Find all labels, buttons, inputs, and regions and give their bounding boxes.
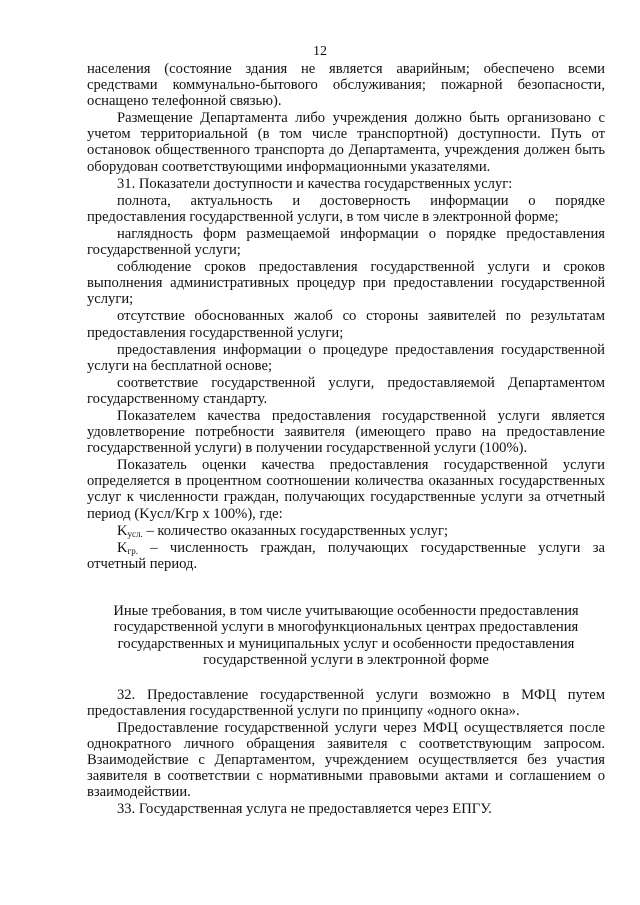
paragraph-item-32: 32. Предоставление государственной услуги возможно в МФЦ путем предоставления государственной услуги по принципу «одного окна». — [87, 686, 605, 719]
section-heading: Иные требования, в том числе учитывающие особенности предоставления государственной услуги в многофункциональных центрах предоставления государственных и муниципальных услуг и особенности предоставления государственной услуги в электронной форме — [113, 602, 579, 669]
list-item: полнота, актуальность и достоверность информации о порядке предоставления государственной услуги, в том числе в электронной форме; — [87, 192, 605, 225]
list-item: отсутствие обоснованных жалоб со стороны заявителей по результатам предоставления государственной услуги; — [87, 308, 605, 341]
paragraph: Размещение Департамента либо учреждения должно быть организовано с учетом территориальной (в том числе транспортной) доступности. Путь от остановок общественного транспорта до Департамента, учреждения должен быть оборудован соответствующими информационными указателями. — [87, 110, 605, 175]
paragraph: Показателем качества предоставления государственной услуги является удовлетворение потребности заявителя (имеющего право на предоставление государственной услуги) в получении государственной услуги (100%). — [87, 407, 605, 457]
paragraph: Предоставление государственной услуги через МФЦ осуществляется после однократного личного обращения заявителя с соответствующим запросом. Взаимодействие с Департаментом, учреждением осуществляется без участия заявителя в соответствии с нормативными правовыми актами и соглашением о взаимодействии. — [87, 719, 605, 801]
document-body — [87, 61, 605, 818]
paragraph: Показатель оценки качества предоставления государственной услуги определяется в процентном соотношении количества оказанных государственных услуг к численности граждан, получающих государственные услуги за отчетный период (Kусл/Kгр x 100%), где: — [87, 457, 605, 522]
list-item: соблюдение сроков предоставления государственной услуги и сроков выполнения административных процедур при предоставлении государственной услуги; — [87, 259, 605, 308]
paragraph-item-31: 31. Показатели доступности и качества государственных услуг: — [117, 175, 513, 192]
list-item: соответствие государственной услуги, предоставляемой Департаментом государственному стандарту. — [87, 374, 605, 407]
paragraph-item-33: 33. Государственная услуга не предоставляется через ЕПГУ. — [117, 801, 492, 818]
variable-text: – численность граждан, получающих государственные услуги за отчетный период. — [87, 539, 605, 572]
variable-symbol: K — [117, 522, 128, 539]
variable-definition — [87, 523, 605, 539]
variable-subscript: гр. — [127, 545, 138, 556]
variable-symbol: K — [117, 539, 128, 556]
paragraph: населения (состояние здания не является аварийным; обеспечено всеми средствами коммунально-бытового обслуживания; пожарной безопасности, оснащено телефонной связью). — [87, 61, 605, 110]
variable-definition — [87, 540, 605, 572]
list-item: наглядность форм размещаемой информации о порядке предоставления государственной услуги; — [87, 225, 605, 259]
variable-text: – количество оказанных государственных услуг; — [142, 522, 449, 539]
page-number: 12 — [313, 44, 327, 59]
list-item: предоставления информации о процедуре предоставления государственной услуги на бесплатной основе; — [87, 341, 605, 374]
variable-subscript: усл. — [127, 528, 143, 539]
spacer — [87, 573, 605, 589]
